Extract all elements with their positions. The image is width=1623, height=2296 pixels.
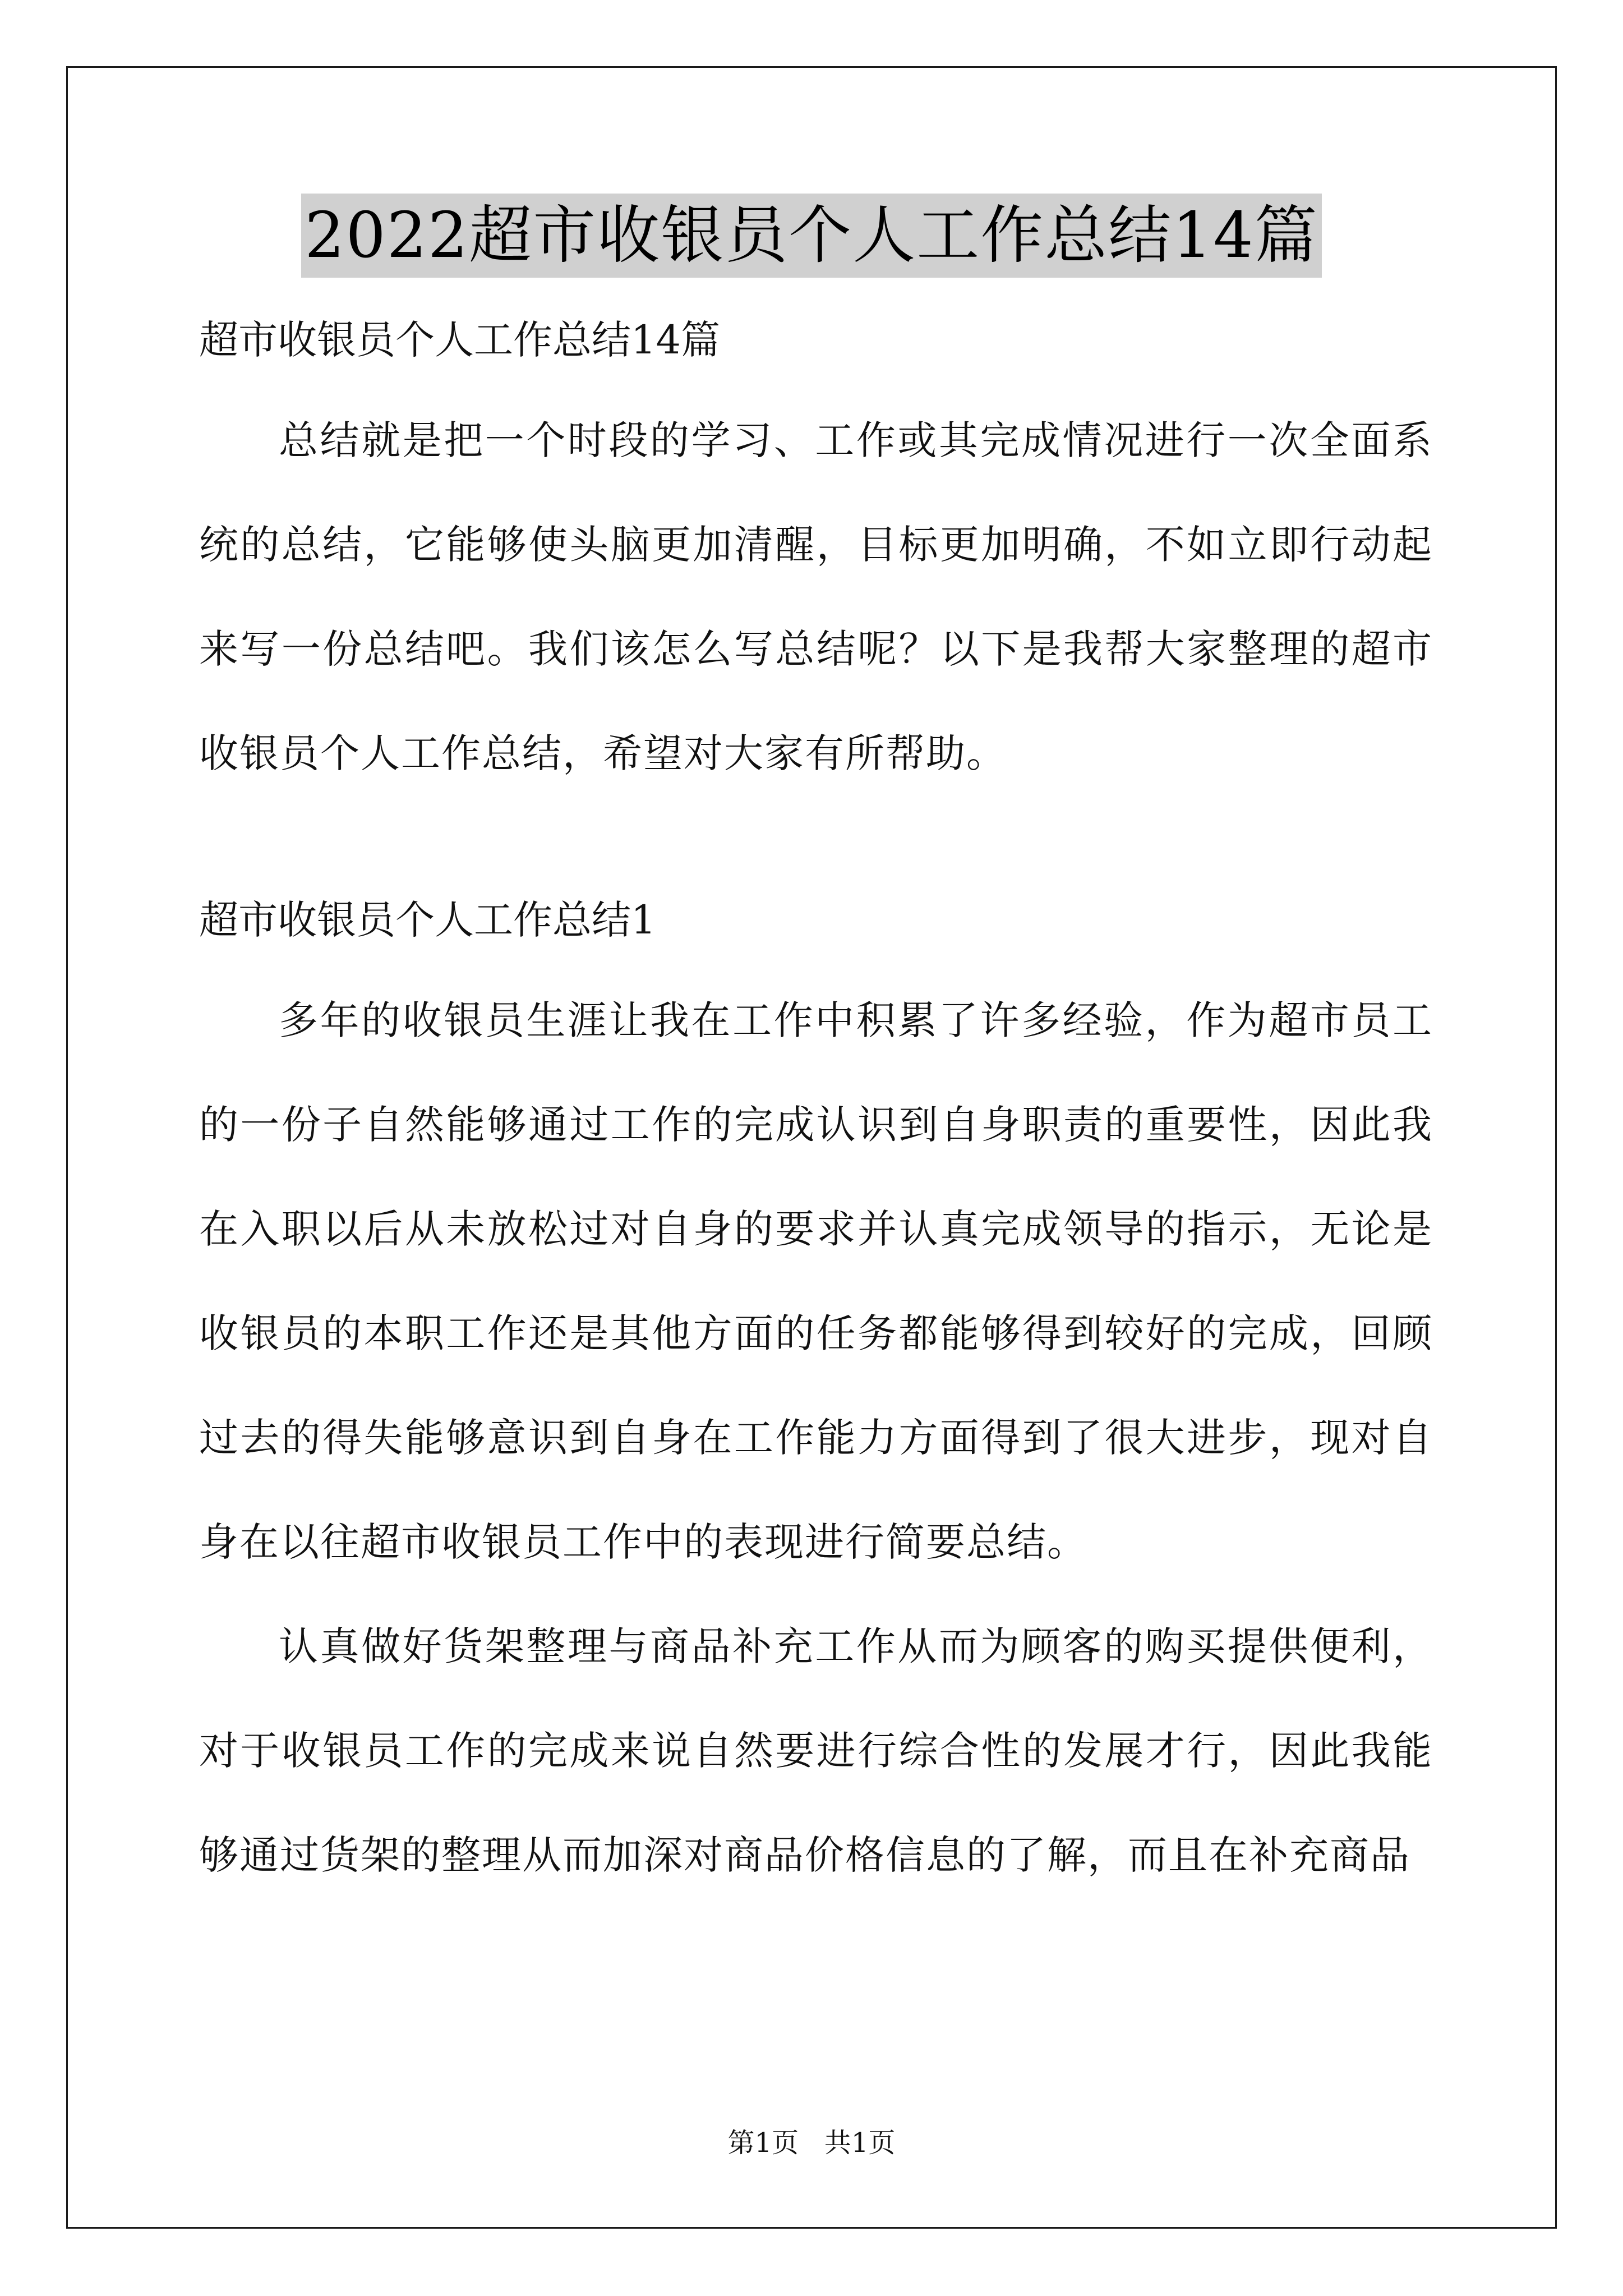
intro-paragraph: 总结就是把一个时段的学习、工作或其完成情况进行一次全面系统的总结，它能够使头脑更加清醒，目标更加明确，不如立即行动起来写一份总结吧。我们该怎么写总结呢？以下是我帮大家整理的超市收银员个人工作总结，希望对大家有所帮助。 — [199, 417, 1433, 776]
section-paragraph: 多年的收银员生涯让我在工作中积累了许多经验，作为超市员工的一份子自然能够通过工作的完成认识到自身职责的重要性，因此我在入职以后从未放松过对自身的要求并认真完成领导的指示，无论是收银员的本职工作还是其他方面的任务都能够得到较好的完成，回顾过去的得失能够意识到自身在工作能力方面得到了很大进步，现对自身在以往超市收银员工作中的表现进行简要总结。 — [199, 997, 1433, 1565]
document-title: 2022超市收银员个人工作总结14篇 — [301, 194, 1322, 278]
section-paragraph: 认真做好货架整理与商品补充工作从而为顾客的购买提供便利，对于收银员工作的完成来说自然要进行综合性的发展才行，因此我能够通过货架的整理从而加深对商品价格信息的了解，而且在补充商品 — [199, 1623, 1433, 1878]
page-footer — [0, 2126, 1623, 2160]
section-heading: 超市收银员个人工作总结1 — [199, 897, 656, 943]
page-total: 共1页 — [824, 2127, 896, 2159]
document-subtitle: 超市收银员个人工作总结14篇 — [199, 317, 721, 363]
document-body — [199, 303, 1433, 1907]
title-container — [0, 194, 1623, 278]
page-number: 第1页 — [727, 2127, 799, 2159]
